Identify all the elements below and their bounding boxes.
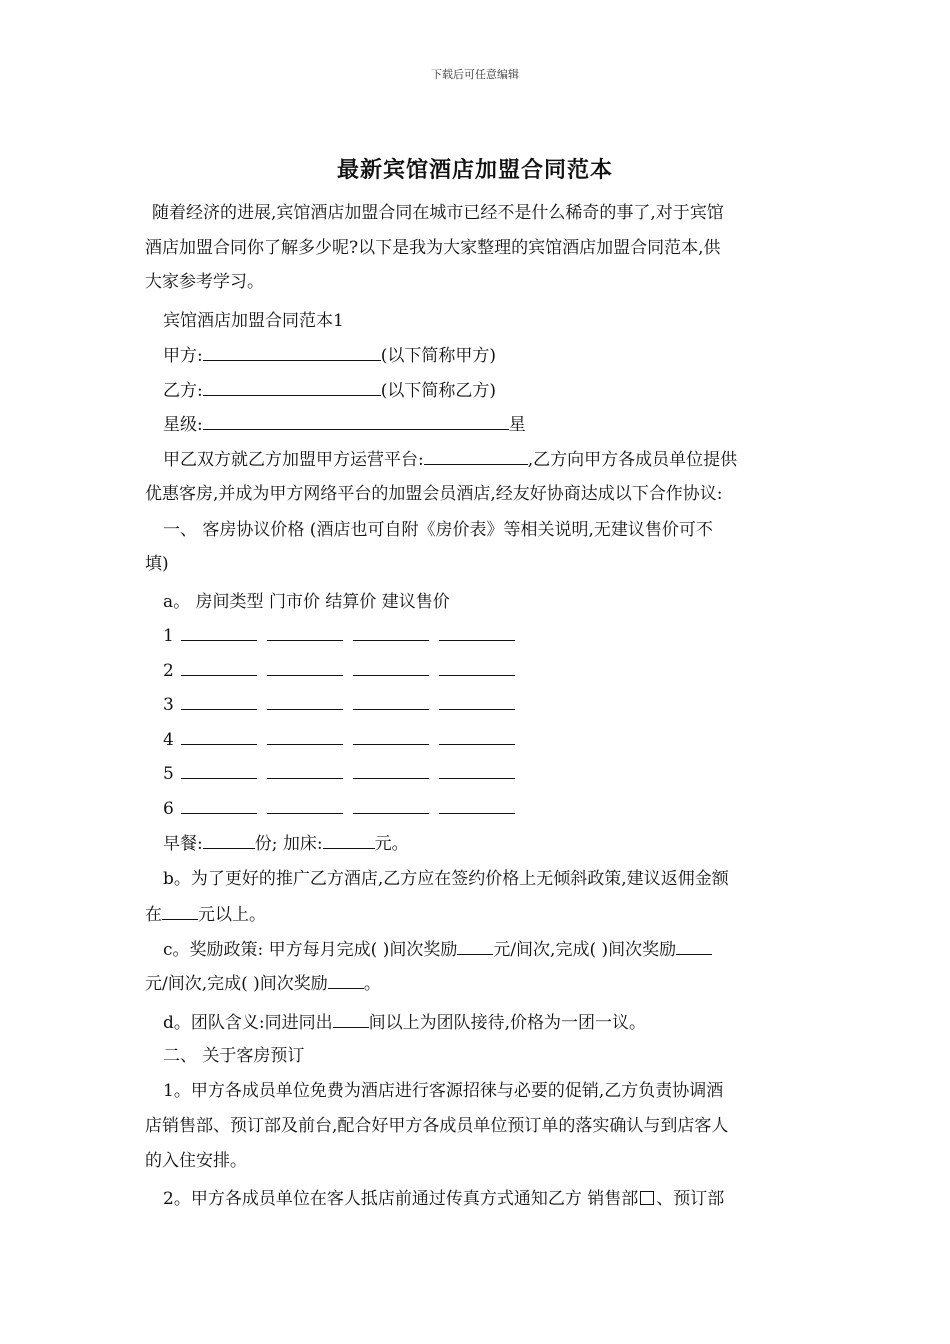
agreement-text-a: 甲乙双方就乙方加盟甲方运营平台: (163, 450, 424, 470)
page-header: 下载后可任意编辑 (431, 68, 519, 81)
agreement-text-b: ,乙方向甲方各成员单位提供 (527, 450, 738, 470)
clause-2-text-b: 、预订部 (656, 1189, 725, 1209)
clause-1-line-2: 店销售部、预订部及前台,配合好甲方各成员单位预订单的落实确认与到店客人 (145, 1116, 729, 1136)
breakfast-unit: 元。 (374, 834, 409, 854)
item-b-line-2 (145, 903, 266, 926)
breakfast-line (163, 832, 409, 855)
price-row (163, 729, 525, 751)
row-number: 3 (163, 695, 174, 715)
reward-blank-3 (328, 972, 364, 989)
party-b-suffix: (以下简称乙方) (380, 381, 496, 401)
document-title: 最新宾馆酒店加盟合同范本 (336, 157, 613, 183)
item-b-text-b: 元以上。 (198, 905, 266, 925)
blank-cell (439, 695, 515, 710)
extra-bed-label: 份; 加床: (254, 834, 323, 854)
reward-blank-1 (457, 938, 493, 955)
intro-line-3: 大家参考学习。 (145, 272, 264, 292)
blank-cell (181, 661, 257, 676)
price-row (163, 694, 525, 716)
blank-cell (267, 661, 343, 676)
party-a-label: 甲方: (163, 346, 203, 366)
blank-cell (353, 730, 429, 745)
row-number: 2 (163, 661, 174, 681)
party-b-label: 乙方: (163, 381, 203, 401)
clause-1-line-1: 1。甲方各成员单位免费为酒店进行客源招徕与必要的促销,乙方负责协调酒 (163, 1081, 724, 1101)
blank-cell (267, 626, 343, 641)
section-1-line-1: 一、 客房协议价格 (酒店也可自附《房价表》等相关说明,无建议售价可不 (163, 520, 713, 540)
item-c-text-d: 。 (363, 974, 381, 994)
breakfast-blank (203, 832, 255, 849)
row-number: 1 (163, 626, 174, 646)
item-c-line-2 (145, 972, 381, 995)
star-line (163, 413, 526, 436)
clause-1-line-3: 的入住安排。 (145, 1151, 247, 1171)
intro-line-1: 随着经济的进展,宾馆酒店加盟合同在城市已经不是什么稀奇的事了,对于宾馆 (152, 203, 724, 223)
item-c-text-a: c。奖励政策: 甲方每月完成( )间次奖励 (163, 940, 458, 960)
blank-cell (181, 695, 257, 710)
blank-cell (267, 764, 343, 779)
checkbox-square-icon (640, 1191, 654, 1205)
item-c-text-c: 元/间次,完成( )间次奖励 (145, 974, 328, 994)
item-b-text-a: 在 (145, 905, 162, 925)
blank-cell (353, 695, 429, 710)
item-d-text-a: d。团队含义:同进同出 (163, 1013, 333, 1033)
blank-cell (267, 730, 343, 745)
blank-cell (439, 661, 515, 676)
row-number: 4 (163, 730, 174, 750)
blank-cell (439, 764, 515, 779)
price-table-header: a。 房间类型 门市价 结算价 建议售价 (163, 592, 450, 612)
reward-blank-2 (676, 938, 712, 955)
star-suffix: 星 (508, 415, 526, 435)
star-blank (203, 413, 509, 430)
extra-bed-blank (323, 832, 375, 849)
blank-cell (267, 695, 343, 710)
blank-cell (181, 764, 257, 779)
blank-cell (439, 799, 515, 814)
item-d-text-b: 间以上为团队接待,价格为一团一议。 (368, 1013, 647, 1033)
price-row (163, 798, 525, 820)
breakfast-label: 早餐: (163, 834, 203, 854)
blank-cell (353, 626, 429, 641)
row-number: 6 (163, 799, 174, 819)
blank-cell (181, 626, 257, 641)
blank-cell (181, 730, 257, 745)
party-a-line (163, 344, 496, 367)
blank-cell (353, 764, 429, 779)
agreement-line-1 (163, 448, 737, 471)
item-d-line (163, 1011, 646, 1034)
platform-blank (424, 448, 528, 465)
star-label: 星级: (163, 415, 203, 435)
item-c-line-1 (163, 938, 712, 961)
row-number: 5 (163, 764, 174, 784)
item-b-line-1: b。为了更好的推广乙方酒店,乙方应在签约价格上无倾斜政策,建议返佣金额 (163, 869, 729, 889)
party-b-line (163, 379, 496, 402)
agreement-line-2: 优惠客房,并成为甲方网络平台的加盟会员酒店,经友好协商达成以下合作协议: (145, 484, 723, 504)
blank-cell (353, 799, 429, 814)
section-1-line-2: 填) (145, 554, 169, 574)
blank-cell (439, 626, 515, 641)
blank-cell (181, 799, 257, 814)
party-a-suffix: (以下简称甲方) (380, 346, 496, 366)
blank-cell (267, 799, 343, 814)
blank-cell (353, 661, 429, 676)
intro-line-2: 酒店加盟合同你了解多少呢?以下是我为大家整理的宾馆酒店加盟合同范本,供 (145, 238, 721, 258)
blank-cell (439, 730, 515, 745)
clause-2-line-1 (163, 1188, 724, 1210)
price-row (163, 763, 525, 785)
section-2-heading: 二、 关于客房预订 (163, 1046, 305, 1066)
party-b-blank (203, 379, 381, 396)
price-row (163, 625, 525, 647)
party-a-blank (203, 344, 381, 361)
clause-2-text-a: 2。甲方各成员单位在客人抵店前通过传真方式通知乙方 销售部 (163, 1189, 639, 1209)
sample-heading: 宾馆酒店加盟合同范本1 (163, 311, 344, 331)
commission-blank (162, 903, 198, 920)
price-row (163, 660, 525, 682)
item-c-text-b: 元/间次,完成( )间次奖励 (493, 940, 677, 960)
team-size-blank (333, 1011, 369, 1028)
